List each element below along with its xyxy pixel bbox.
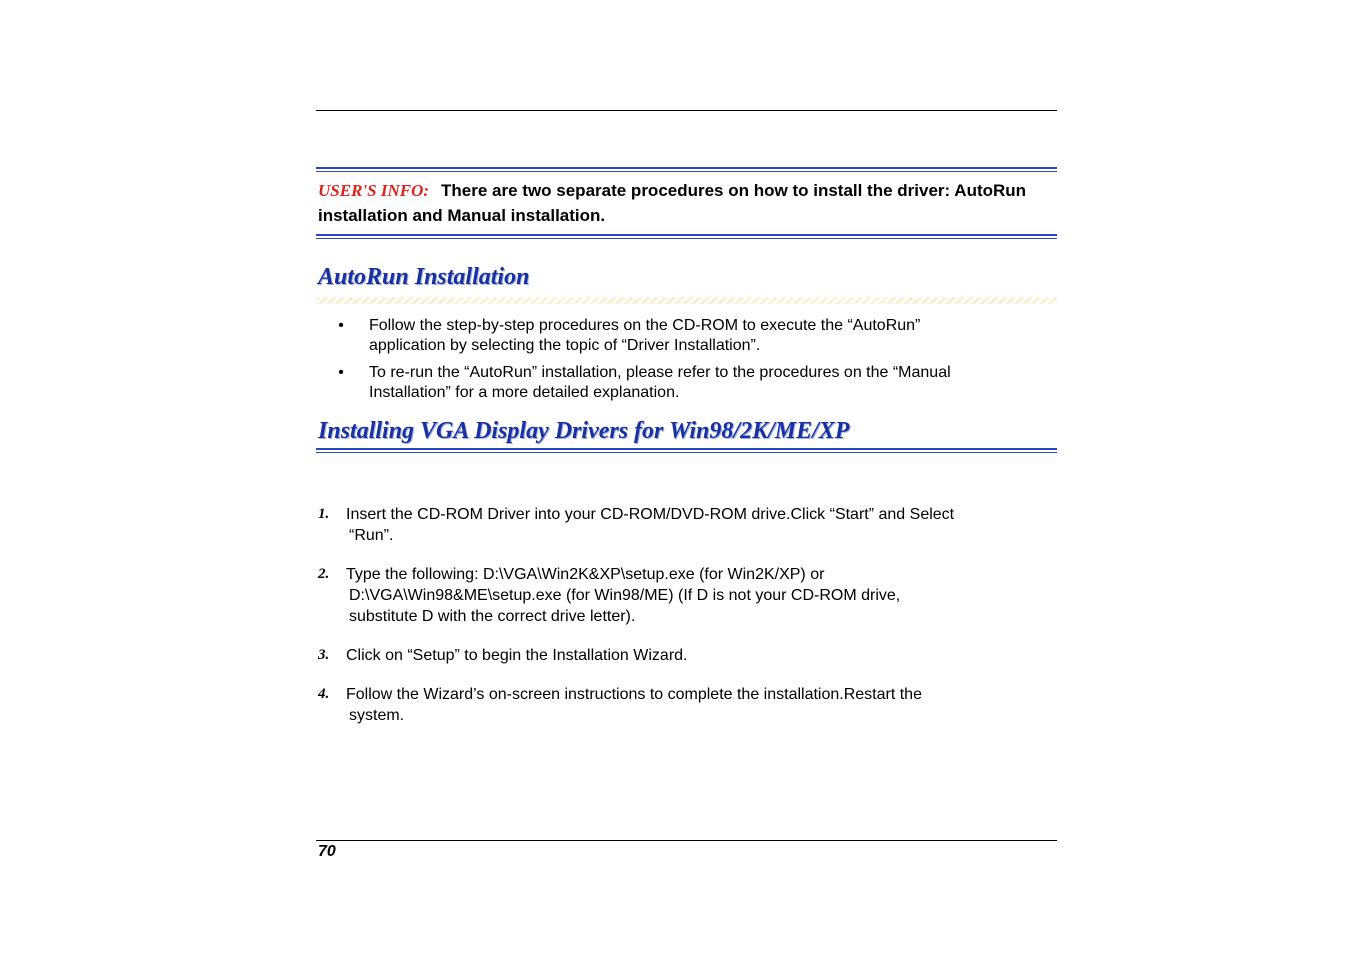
bullet-text-line: Follow the step-by-step procedures on the CD-ROM to execute the “AutoRun” [369, 317, 921, 334]
users-info-label: USER'S INFO: [318, 181, 430, 200]
step-item [318, 504, 1053, 546]
list-item [336, 316, 1051, 356]
step-number: 3. [318, 647, 330, 663]
users-info-note [318, 178, 1053, 228]
step-number: 1. [318, 506, 330, 522]
bullet-text-line: application by selecting the topic of “Driver Installation”. [369, 337, 761, 354]
vga-heading-rule [316, 448, 1057, 453]
bullet-icon: • [338, 364, 344, 381]
installation-steps [318, 504, 1053, 744]
step-item [318, 564, 1053, 627]
info-top-rule [316, 167, 1057, 172]
step-number: 4. [318, 686, 330, 702]
step-text: Click on “Setup” to begin the Installation Wizard. [346, 647, 688, 664]
step-number: 2. [318, 566, 330, 582]
step-text: Type the following: D:\VGA\Win2K&XP\setup.exe (for Win2K/XP) or [346, 566, 825, 583]
step-item [318, 645, 1053, 666]
autorun-heading: AutoRun Installation [318, 264, 530, 290]
bullet-icon: • [338, 317, 344, 334]
footer-rule [316, 840, 1057, 841]
page-number: 70 [318, 843, 336, 860]
bullet-text-line: Installation” for a more detailed explanation. [369, 384, 680, 401]
autorun-heading-underline [316, 297, 1057, 304]
autorun-bullet-list [336, 316, 1051, 410]
info-bottom-rule [316, 234, 1057, 239]
header-rule [316, 110, 1057, 111]
step-text-continued: “Run”. [349, 527, 394, 544]
step-text: Follow the Wizard’s on-screen instructions to complete the installation.Restart the [346, 686, 922, 703]
step-text-continued: system. [349, 707, 405, 724]
step-text-continued: substitute D with the correct drive letter). [349, 608, 636, 625]
step-text: Insert the CD-ROM Driver into your CD-ROM/DVD-ROM drive.Click “Start” and Select [346, 506, 955, 523]
list-item [336, 363, 1051, 403]
step-item [318, 684, 1053, 726]
bullet-text-line: To re-run the “AutoRun” installation, please refer to the procedures on the “Manual [369, 364, 951, 381]
step-text-continued: D:\VGA\Win98&ME\setup.exe (for Win98/ME) (If D is not your CD-ROM drive, [349, 587, 901, 604]
users-info-text: There are two separate procedures on how to install the driver: AutoRun installation and Manual installation. [318, 181, 1027, 225]
vga-drivers-heading: Installing VGA Display Drivers for Win98/2K/ME/XP [318, 418, 850, 444]
